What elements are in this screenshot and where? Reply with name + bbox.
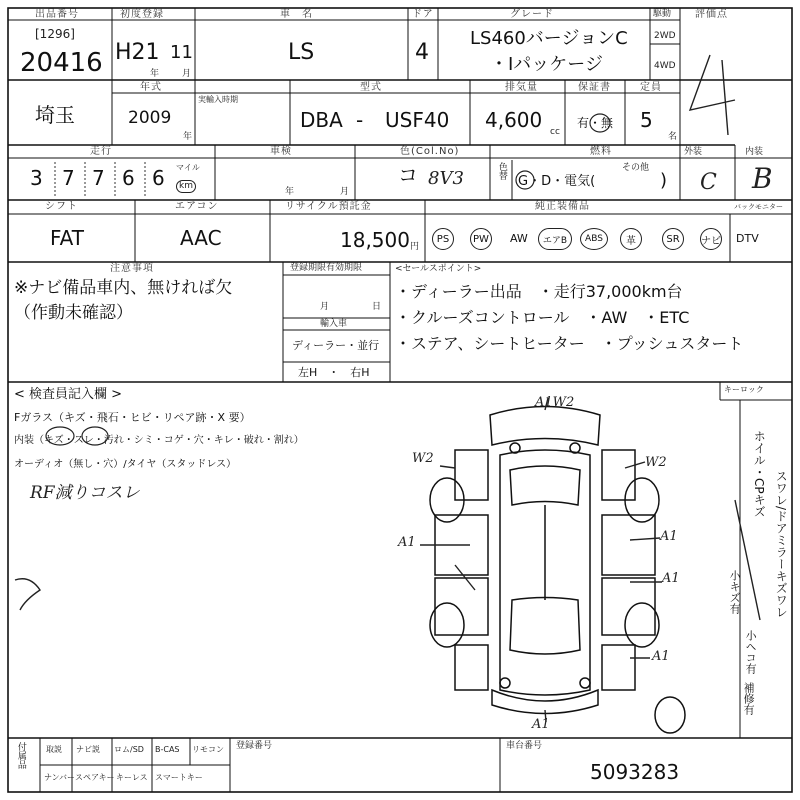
ac-label: エアコン	[175, 201, 219, 212]
ac-value: AAC	[180, 226, 222, 250]
equip-dtv: DTV	[736, 232, 759, 245]
acc-plate: ナンバー	[44, 773, 76, 782]
reg-number-label: 登録番号	[236, 741, 273, 751]
fuel-other: その他	[622, 163, 650, 173]
import-type-label: 輸入車	[320, 319, 348, 329]
int-label: 内装	[745, 147, 764, 157]
inspection-month-unit: 月	[340, 187, 350, 197]
km-unit: km	[176, 180, 196, 193]
equip-abs: ABS	[580, 228, 608, 250]
equip-leather: 革	[620, 228, 642, 250]
recycle-unit: 円	[410, 242, 420, 252]
camera-label: バックモニター	[734, 203, 783, 211]
drive-2wd: 2WD	[654, 31, 676, 41]
sales-line-2: ・クルーズコントロール ・AW ・ETC	[395, 308, 690, 327]
key-lock-label: キーロック	[724, 385, 764, 394]
color-value: コ	[398, 163, 418, 187]
equip-pw: PW	[470, 228, 492, 250]
ext-label: 外装	[684, 147, 703, 157]
mileage-digit-3: 7	[92, 166, 105, 190]
inspection-label: 車検	[270, 146, 292, 157]
mark-front: A1W2	[535, 395, 575, 410]
mileage-digit-4: 6	[122, 166, 135, 190]
type-dash: -	[356, 108, 364, 132]
model-label: 車 名	[280, 9, 313, 20]
mileage-digit-5: 6	[152, 166, 165, 190]
mile-unit: マイル	[176, 163, 200, 172]
notes-line1: ※ナビ備品車内、無ければ欠	[14, 278, 233, 298]
ext-score: C	[700, 170, 717, 195]
reg-label: 初度登録	[120, 9, 164, 20]
mark-rear: A1	[532, 717, 550, 732]
shift-label: シフト	[45, 201, 78, 212]
handle-side: 左H ・ 右H	[298, 366, 370, 379]
cc-label: 排気量	[505, 82, 538, 93]
warranty-value: 有・無	[577, 116, 614, 130]
mark-front-left: W2	[412, 451, 434, 466]
cc-value: 4,600	[485, 108, 543, 132]
model-year-unit: 年	[183, 132, 193, 142]
score-label: 評価点	[695, 9, 728, 20]
era-year: H21	[115, 40, 160, 65]
equip-airbag: エアB	[538, 228, 572, 250]
vertical-note-b: スワレ/ドアミラーキズワレ	[774, 470, 789, 619]
recycle-value: 18,500	[340, 228, 410, 252]
lot-label: 出品番号	[35, 9, 79, 20]
drive-label: 駆動	[653, 9, 672, 19]
vertical-note-d: 小ヘコ有	[744, 630, 758, 674]
mark-right-rear-door: A1	[662, 571, 680, 586]
sales-label: <セールスポイント>	[395, 264, 482, 274]
notes-line2: （作動未確認）	[14, 303, 133, 323]
notes-label: 注意事項	[110, 263, 154, 274]
acc-navi-manual: ナビ説	[76, 745, 100, 754]
equip-ps: PS	[432, 228, 454, 250]
mileage-label: 走行	[90, 146, 112, 157]
import-label: 実輸入時期	[198, 95, 238, 104]
inspector-handwritten: RF減りコスレ	[30, 483, 140, 503]
handwriting-strokes	[15, 55, 760, 722]
import-type-value: ディーラー・並行	[292, 339, 380, 352]
accessories-label: 付属品	[15, 742, 26, 769]
grade-line1: LS460バージョンC	[470, 28, 628, 49]
equip-label: 純正装備品	[535, 201, 590, 212]
score-value	[708, 55, 746, 115]
seats-unit: 名	[668, 132, 678, 142]
equip-navi: ナビ	[700, 228, 722, 250]
color-change-label: 色替	[496, 162, 507, 180]
seats-label: 定員	[640, 82, 662, 93]
mark-rear-right: A1	[652, 649, 670, 664]
lot-prefix: [1296]	[35, 27, 75, 41]
fuel-close: )	[660, 170, 668, 191]
chassis-label: 車台番号	[506, 741, 543, 751]
glass-line: Fガラス（キズ・飛石・ヒビ・リペア跡・X 要）	[14, 411, 251, 424]
model-name: LS	[288, 40, 315, 65]
inspection-year-unit: 年	[285, 187, 295, 197]
acc-remote: リモコン	[192, 745, 224, 754]
expiry-label: 登録期限有効期限	[290, 263, 363, 273]
vertical-note-e: 補修有	[742, 682, 756, 715]
cc-unit: cc	[550, 127, 560, 137]
mark-left-door: A1	[398, 535, 416, 550]
region: 埼玉	[35, 103, 75, 127]
acc-smart-key: スマートキー	[155, 773, 203, 782]
month-unit: 月	[182, 69, 192, 79]
mark-front-right: W2	[645, 455, 667, 470]
fuel-label: 燃料	[590, 146, 612, 157]
year-label: 年式	[140, 82, 162, 93]
model-year: 2009	[128, 108, 172, 128]
int-score: B	[752, 162, 773, 195]
audio-line: オーディオ（無し・穴）/タイヤ（スタッドレス）	[14, 459, 237, 470]
recycle-label: リサイクル預託金	[285, 201, 372, 212]
fuel-options: G・D・電気(	[518, 174, 596, 189]
equip-aw: AW	[510, 232, 528, 245]
color-code: 8V3	[428, 168, 464, 189]
acc-manual: 取説	[46, 745, 62, 754]
mileage-digit-2: 7	[62, 166, 75, 190]
doors-label: ドア	[412, 9, 434, 20]
equip-sunroof: SR	[662, 228, 684, 250]
vertical-note-a: ホイル・CPキズ	[752, 430, 767, 518]
acc-keyless: キーレス	[116, 773, 148, 782]
mark-right-rear-door-2	[665, 588, 704, 601]
lot-number: 20416	[20, 48, 103, 78]
sales-line-1: ・ディーラー出品 ・走行37,000km台	[395, 282, 683, 301]
type-label: 型式	[360, 82, 382, 93]
warranty-label: 保証書	[578, 82, 611, 93]
drive-4wd: 4WD	[654, 61, 676, 71]
inspector-label: < 検査員記入欄 >	[14, 387, 123, 402]
chassis-number: 5093283	[590, 760, 680, 784]
grade-label: グレード	[510, 9, 554, 20]
interior-line: 内装（キズ・スレ・汚れ・シミ・コゲ・穴・キレ・破れ・割れ）	[14, 435, 304, 446]
color-label: 色(Col.No)	[400, 146, 460, 157]
type-prefix: DBA	[300, 108, 343, 132]
seats-value: 5	[640, 108, 653, 132]
shift-value: FAT	[50, 226, 85, 250]
acc-rom-sd: ロム/SD	[114, 745, 144, 754]
mark-right-front-door: A1	[660, 529, 678, 544]
sales-line-3: ・ステア、シートヒーター ・プッシュスタート	[395, 334, 744, 353]
grade-line2: ・Iパッケージ	[490, 54, 603, 75]
year-unit: 年	[150, 69, 160, 79]
reg-month: 11	[170, 42, 193, 63]
acc-bcas: B-CAS	[155, 745, 180, 754]
type-code: USF40	[385, 108, 450, 132]
expiry-day-unit: 日	[372, 302, 382, 312]
mileage-digit-1: 3	[30, 166, 43, 190]
vertical-note-c: 小キズ有	[728, 570, 742, 614]
expiry-month-unit: 月	[320, 302, 330, 312]
acc-spare-key: スペアキー	[75, 773, 115, 782]
doors-value: 4	[415, 40, 429, 65]
